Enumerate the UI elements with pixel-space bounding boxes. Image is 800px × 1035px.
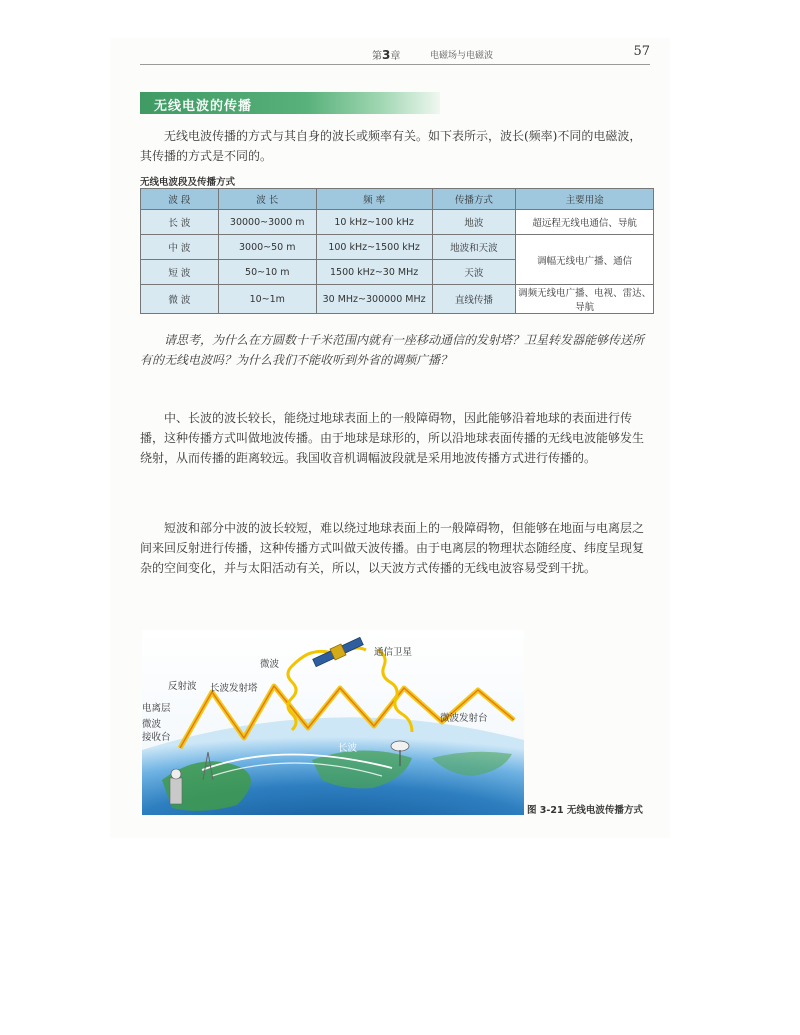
chapter-label: 第3章 <box>372 48 401 62</box>
cell-band: 微 波 <box>141 285 219 314</box>
cell-use: 超远程无线电通信、导航 <box>516 210 654 235</box>
header-rule <box>140 64 650 65</box>
label-microwave: 微波 <box>260 659 280 670</box>
label-reflected-wave: 反射波 <box>168 681 197 692</box>
running-header <box>140 42 650 62</box>
figure-caption: 图 3-21 无线电波传播方式 <box>527 805 643 816</box>
header-band: 波 段 <box>141 189 219 210</box>
section-title: 无线电波的传播 <box>154 99 253 114</box>
header-use: 主要用途 <box>516 189 654 210</box>
chapter-title: 电磁场与电磁波 <box>430 51 494 61</box>
section-banner <box>140 92 440 114</box>
intro-paragraph: 无线电波传播的方式与其自身的波长或频率有关。如下表所示，波长(频率)不同的电磁波，其传播的方式是不同的。 <box>140 129 642 163</box>
cell-mode: 地波和天波 <box>432 235 516 260</box>
cell-wavelength: 50~10 m <box>218 260 316 285</box>
table-row <box>141 210 654 235</box>
microwave-receiver-tower-icon <box>170 769 182 804</box>
cell-frequency: 10 kHz~100 kHz <box>316 210 432 235</box>
cell-use: 调幅无线电广播、通信 <box>516 235 654 285</box>
cell-frequency: 30 MHz~300000 MHz <box>316 285 432 314</box>
page-number: 57 <box>633 44 650 59</box>
label-microwave-transmitter: 微波发射台 <box>440 713 488 724</box>
cell-wavelength: 3000~50 m <box>218 235 316 260</box>
think-question: 请思考，为什么在方圆数十千米范围内就有一座移动通信的发射塔？卫星转发器能够传送所有的无线电波吗？为什么我们不能收听到外省的调频广播？ <box>140 333 645 367</box>
cell-band: 长 波 <box>141 210 219 235</box>
body-paragraph-1: 中、长波的波长较长，能绕过地球表面上的一般障碍物，因此能够沿着地球的表面进行传播，这种传播方式叫做地波传播。由于地球是球形的，所以沿地球表面传播的无线电波能够发生绕射，从而传播的距离较远。我国收音机调幅波段就是采用地波传播方式进行传播的。 <box>140 411 645 465</box>
cell-mode: 地波 <box>432 210 516 235</box>
cell-wavelength: 30000~3000 m <box>218 210 316 235</box>
cell-mode: 天波 <box>432 260 516 285</box>
label-ionosphere: 电离层 <box>142 703 171 714</box>
label-satellite: 通信卫星 <box>374 647 413 658</box>
cell-frequency: 1500 kHz~30 MHz <box>316 260 432 285</box>
wave-band-table <box>140 188 654 314</box>
cell-use: 调频无线电广播、电视、雷达、导航 <box>516 285 654 314</box>
cell-band: 短 波 <box>141 260 219 285</box>
table-header-row <box>141 189 654 210</box>
label-longwave: 长波 <box>338 743 358 754</box>
table-row <box>141 235 654 260</box>
cell-wavelength: 10~1m <box>218 285 316 314</box>
table-caption: 无线电波段及传播方式 <box>140 177 236 188</box>
cell-frequency: 100 kHz~1500 kHz <box>316 235 432 260</box>
table-row <box>141 285 654 314</box>
cell-band: 中 波 <box>141 235 219 260</box>
header-mode: 传播方式 <box>432 189 516 210</box>
body-paragraph-2: 短波和部分中波的波长较短，难以绕过地球表面上的一般障碍物，但能够在地面与电离层之间来回反射进行传播，这种传播方式叫做天波传播。由于电离层的物理状态随经度、纬度呈现复杂的空间变化，并与太阳活动有关，所以，以天波方式传播的无线电波容易受到干扰。 <box>140 521 645 575</box>
header-wavelength: 波 长 <box>218 189 316 210</box>
propagation-figure <box>142 630 524 815</box>
label-longwave-tower: 长波发射塔 <box>210 683 258 694</box>
label-microwave-receiver: 微波 接收台 <box>142 719 171 743</box>
header-frequency: 频 率 <box>316 189 432 210</box>
cell-mode: 直线传播 <box>432 285 516 314</box>
